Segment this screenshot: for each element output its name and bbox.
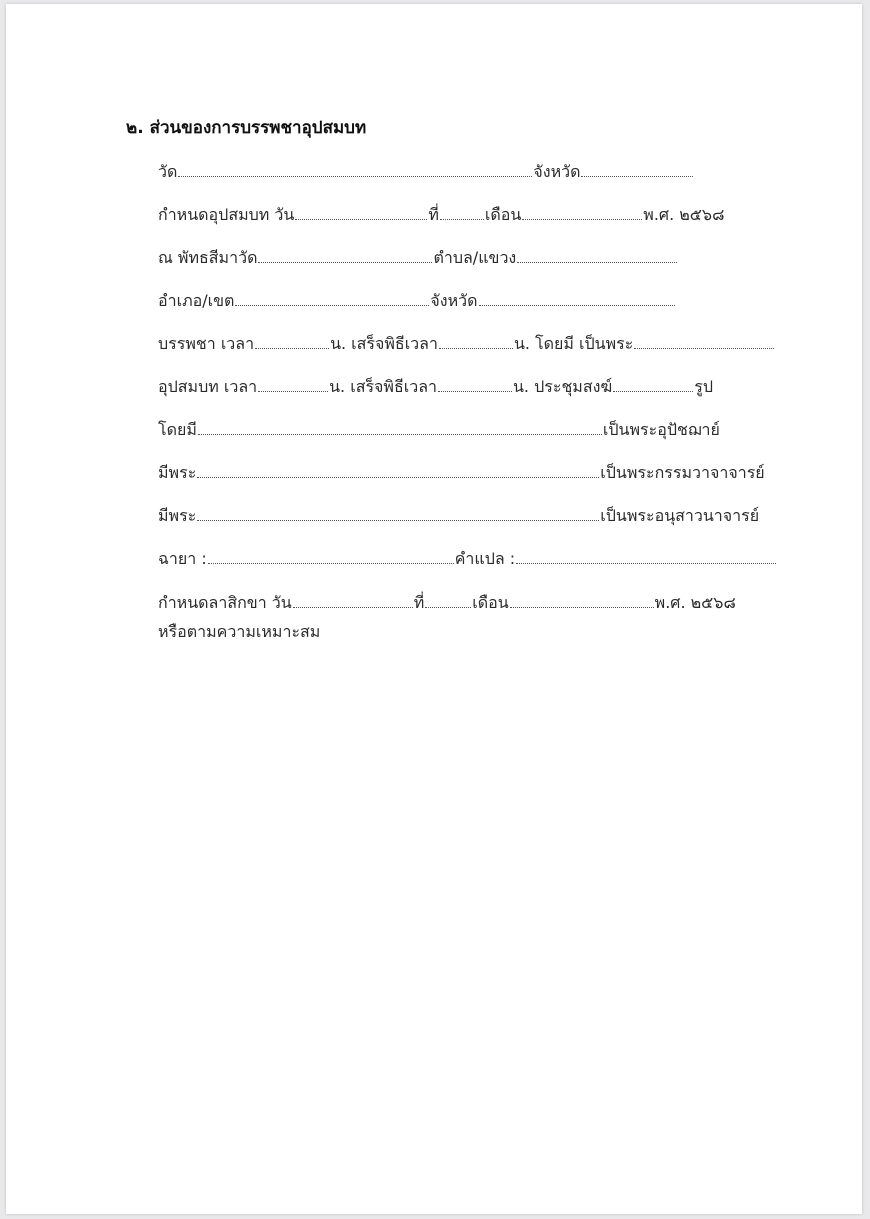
form-row-ordination-date bbox=[158, 203, 724, 233]
label-anusavanacariya: เป็นพระอนุสาวนาจารย์ bbox=[600, 506, 760, 525]
sima-blank[interactable] bbox=[258, 258, 432, 263]
label-sima: ณ พัทธสีมาวัด bbox=[158, 248, 258, 267]
label-date: ที่ bbox=[428, 205, 439, 224]
kammavacacariya-blank[interactable] bbox=[197, 473, 599, 478]
form-row-note bbox=[158, 620, 320, 650]
label-preceptor-by: โดยมี bbox=[158, 420, 197, 439]
label-province-2: จังหวัด bbox=[430, 291, 478, 310]
wat-blank[interactable] bbox=[178, 172, 532, 177]
label-wat: วัด bbox=[158, 162, 178, 181]
label-novice-time: บรรพชา เวลา bbox=[158, 334, 255, 353]
novice-time-blank[interactable] bbox=[255, 344, 329, 349]
form-row-anusavanacariya bbox=[158, 504, 759, 534]
document-page bbox=[6, 4, 862, 1214]
disrobe-month-blank[interactable] bbox=[510, 603, 654, 608]
label-month: เดือน bbox=[484, 205, 522, 224]
label-subdistrict: ตำบล/แขวง bbox=[433, 248, 517, 267]
label-disrobe-date: ที่ bbox=[413, 593, 425, 612]
district-blank[interactable] bbox=[235, 301, 429, 306]
form-row-monastic-name bbox=[158, 547, 777, 577]
form-row-kammavacacariya bbox=[158, 461, 765, 491]
label-ordination-time: อุปสมบท เวลา bbox=[158, 377, 258, 396]
form-row-preceptor bbox=[158, 418, 720, 448]
ordination-month-blank[interactable] bbox=[522, 215, 642, 220]
label-novice-finish: น. เสร็จพิธีเวลา bbox=[330, 334, 438, 353]
form-row-ordination-time bbox=[158, 375, 713, 405]
novice-finish-blank[interactable] bbox=[439, 344, 513, 349]
ordination-date-blank[interactable] bbox=[440, 215, 484, 220]
form-row-disrobe-date bbox=[158, 591, 736, 621]
ordination-day-blank[interactable] bbox=[295, 215, 427, 220]
label-district: อำเภอ/เขต bbox=[158, 291, 235, 310]
label-disrobe-month: เดือน bbox=[472, 593, 509, 612]
label-ordination-finish: น. เสร็จพิธีเวลา bbox=[329, 377, 437, 396]
form-row-district bbox=[158, 289, 676, 319]
label-disrobe-year: พ.ศ. ๒๕๖๘ bbox=[654, 593, 736, 612]
province-2-blank[interactable] bbox=[479, 301, 675, 306]
label-has-monk-2: มีพระ bbox=[158, 506, 197, 525]
label-chaya: ฉายา : bbox=[158, 549, 207, 568]
novice-by-blank[interactable] bbox=[634, 344, 774, 349]
label-kammavacacariya: เป็นพระกรรมวาจาจารย์ bbox=[600, 463, 765, 482]
disrobe-day-blank[interactable] bbox=[293, 603, 413, 608]
preceptor-blank[interactable] bbox=[198, 430, 602, 435]
form-row-wat bbox=[158, 160, 694, 190]
label-province: จังหวัด bbox=[533, 162, 581, 181]
label-sangha: น. ประชุมสงฆ์ bbox=[512, 377, 613, 396]
label-preceptor: เป็นพระอุปัชฌาย์ bbox=[602, 420, 720, 439]
label-ordination-day: กำหนดอุปสมบท วัน bbox=[158, 205, 295, 224]
subdistrict-blank[interactable] bbox=[517, 258, 677, 263]
ordination-finish-blank[interactable] bbox=[438, 387, 512, 392]
province-blank[interactable] bbox=[581, 172, 693, 177]
label-has-monk-1: มีพระ bbox=[158, 463, 197, 482]
label-novice-by: น. โดยมี เป็นพระ bbox=[513, 334, 634, 353]
chaya-blank[interactable] bbox=[208, 559, 454, 564]
anusavanacariya-blank[interactable] bbox=[197, 516, 599, 521]
meaning-blank[interactable] bbox=[516, 559, 776, 564]
label-rup: รูป bbox=[694, 377, 714, 396]
ordination-time-blank[interactable] bbox=[258, 387, 328, 392]
section-heading: ๒. ส่วนของการบรรพชาอุปสมบท bbox=[126, 118, 367, 138]
sangha-count-blank[interactable] bbox=[613, 387, 693, 392]
disrobe-date-blank[interactable] bbox=[425, 603, 471, 608]
label-disrobe-day: กำหนดลาสิกขา วัน bbox=[158, 593, 292, 612]
form-row-sima bbox=[158, 246, 678, 276]
form-row-novice-time bbox=[158, 332, 775, 362]
note-text: หรือตามความเหมาะสม bbox=[158, 622, 321, 641]
label-year: พ.ศ. ๒๕๖๘ bbox=[643, 205, 725, 224]
label-meaning: คำแปล : bbox=[454, 549, 516, 568]
